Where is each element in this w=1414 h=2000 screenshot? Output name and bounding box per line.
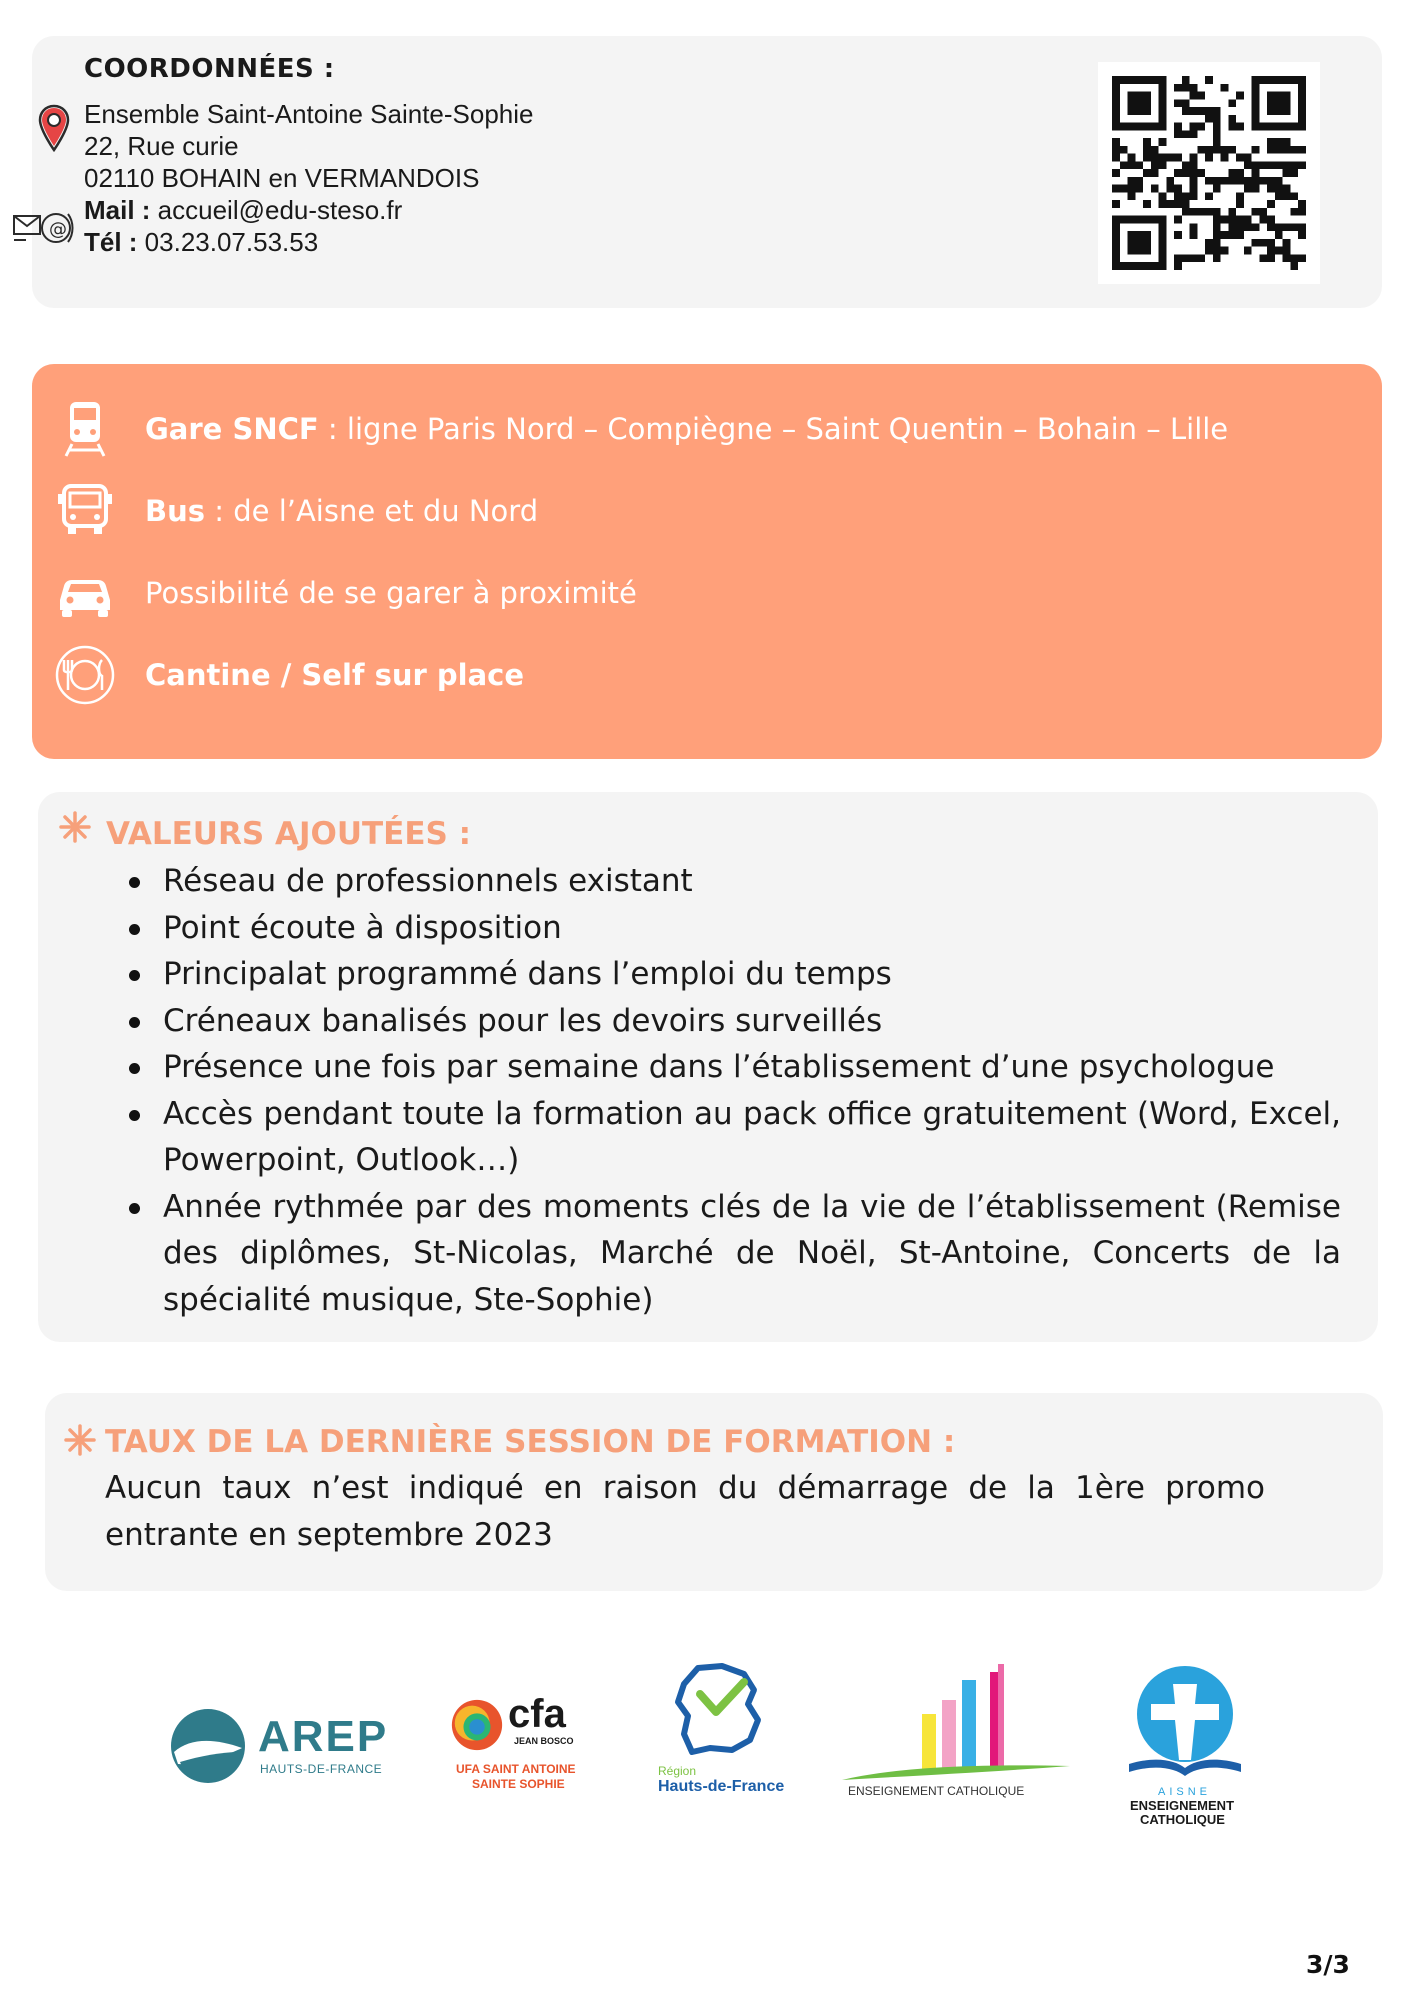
access-card — [32, 364, 1382, 759]
cfa-line-1: UFA SAINT ANTOINE — [456, 1762, 576, 1776]
train-label: Gare SNCF — [145, 412, 319, 446]
cfa-line-2: SAINTE SOPHIE — [472, 1777, 565, 1791]
list-item: Accès pendant toute la formation au pack office gratuitement (Word, Excel, Powerpoint, Outlook…) — [163, 1091, 1341, 1184]
contact-card — [32, 36, 1382, 308]
page-number: 3/3 — [1306, 1950, 1350, 1979]
values-card — [38, 792, 1378, 1342]
rates-heading: TAUX DE LA DERNIÈRE SESSION DE FORMATION : — [105, 1424, 956, 1460]
region-line-2: Hauts-de-France — [658, 1778, 785, 1795]
aisne-logo — [1110, 1664, 1260, 1834]
cfa-subtitle: JEAN BOSCO — [514, 1736, 574, 1746]
arep-logo — [170, 1706, 402, 1786]
arep-emblem-icon — [170, 1708, 246, 1784]
tel-line — [84, 226, 534, 258]
aisne-line-2: ENSEIGNEMENT — [1130, 1798, 1235, 1813]
tel-label: Tél : — [84, 227, 138, 257]
bus-text — [145, 494, 538, 528]
train-text — [145, 412, 1228, 446]
qr-code[interactable] — [1098, 62, 1320, 284]
mail-value[interactable]: accueil@edu-steso.fr — [150, 195, 403, 225]
list-item: Réseau de professionnels existant — [163, 858, 1341, 905]
arep-subtitle: HAUTS-DE-FRANCE — [260, 1762, 383, 1776]
access-row-bus — [54, 480, 1354, 542]
address-line-2: 22, Rue curie — [84, 131, 239, 161]
access-row-parking — [54, 562, 1354, 624]
region-line-1: Région — [658, 1764, 697, 1778]
mail-contact-icon — [12, 204, 76, 252]
values-heading: VALEURS AJOUTÉES : — [106, 816, 472, 852]
mail-line — [84, 194, 534, 226]
region-logo — [650, 1660, 800, 1800]
contact-title: COORDONNÉES : — [84, 54, 335, 84]
arep-name: AREP — [258, 1712, 389, 1761]
address-line-3: 02110 BOHAIN en VERMANDOIS — [84, 163, 480, 193]
list-item: Présence une fois par semaine dans l’établissement d’une psychologue — [163, 1044, 1341, 1091]
bus-label: Bus — [145, 494, 206, 528]
aisne-emblem-icon — [1115, 1664, 1255, 1784]
tel-value[interactable]: 03.23.07.53.53 — [137, 227, 319, 257]
list-item: Créneaux banalisés pour les devoirs surveillés — [163, 998, 1341, 1045]
star-icon — [63, 1423, 97, 1457]
list-item: Principalat programmé dans l’emploi du temps — [163, 951, 1341, 998]
access-row-canteen — [54, 644, 1354, 706]
train-description: : ligne Paris Nord – Compiègne – Saint Quentin – Bohain – Lille — [318, 412, 1229, 446]
cfa-emblem-icon — [448, 1696, 506, 1754]
cfa-name: cfa — [508, 1692, 566, 1736]
values-list — [163, 858, 1341, 1323]
map-pin-icon — [38, 104, 70, 154]
cfa-logo — [448, 1692, 598, 1796]
colored-bars-icon — [840, 1656, 1072, 1786]
car-icon — [54, 562, 116, 624]
bus-icon — [54, 480, 116, 542]
qr-code-pattern — [1112, 76, 1306, 270]
rates-card — [45, 1393, 1383, 1591]
enseignement-catholique-logo — [840, 1656, 1072, 1806]
list-item: Point écoute à disposition — [163, 905, 1341, 952]
svg-text:@: @ — [49, 219, 67, 240]
plate-cutlery-icon — [54, 644, 116, 706]
list-item: Année rythmée par des moments clés de la vie de l’établissement (Remise des diplômes, St-Nicolas, Marché de Noël, St-Antoine, Concerts de la spécialité musique, Ste-Sophie) — [163, 1184, 1341, 1324]
canteen-text — [145, 658, 524, 692]
mail-label: Mail : — [84, 195, 151, 225]
address-line-1: Ensemble Saint-Antoine Sainte-Sophie — [84, 99, 534, 129]
parking-text: Possibilité de se garer à proximité — [145, 576, 637, 610]
rates-text: Aucun taux n’est indiqué en raison du démarrage de la 1ère promo entrante en septembre 2023 — [105, 1470, 1265, 1553]
star-icon — [58, 810, 92, 844]
enseignement-name: ENSEIGNEMENT CATHOLIQUE — [848, 1784, 1025, 1798]
canteen-label: Cantine / Self sur place — [145, 658, 525, 692]
region-map-icon — [670, 1660, 770, 1756]
bus-description: : de l’Aisne et du Nord — [205, 494, 539, 528]
access-row-train — [54, 398, 1354, 460]
contact-address-block — [84, 98, 534, 258]
train-icon — [54, 398, 116, 460]
aisne-line-1: AISNE — [1158, 1786, 1212, 1798]
aisne-line-3: CATHOLIQUE — [1140, 1812, 1225, 1827]
